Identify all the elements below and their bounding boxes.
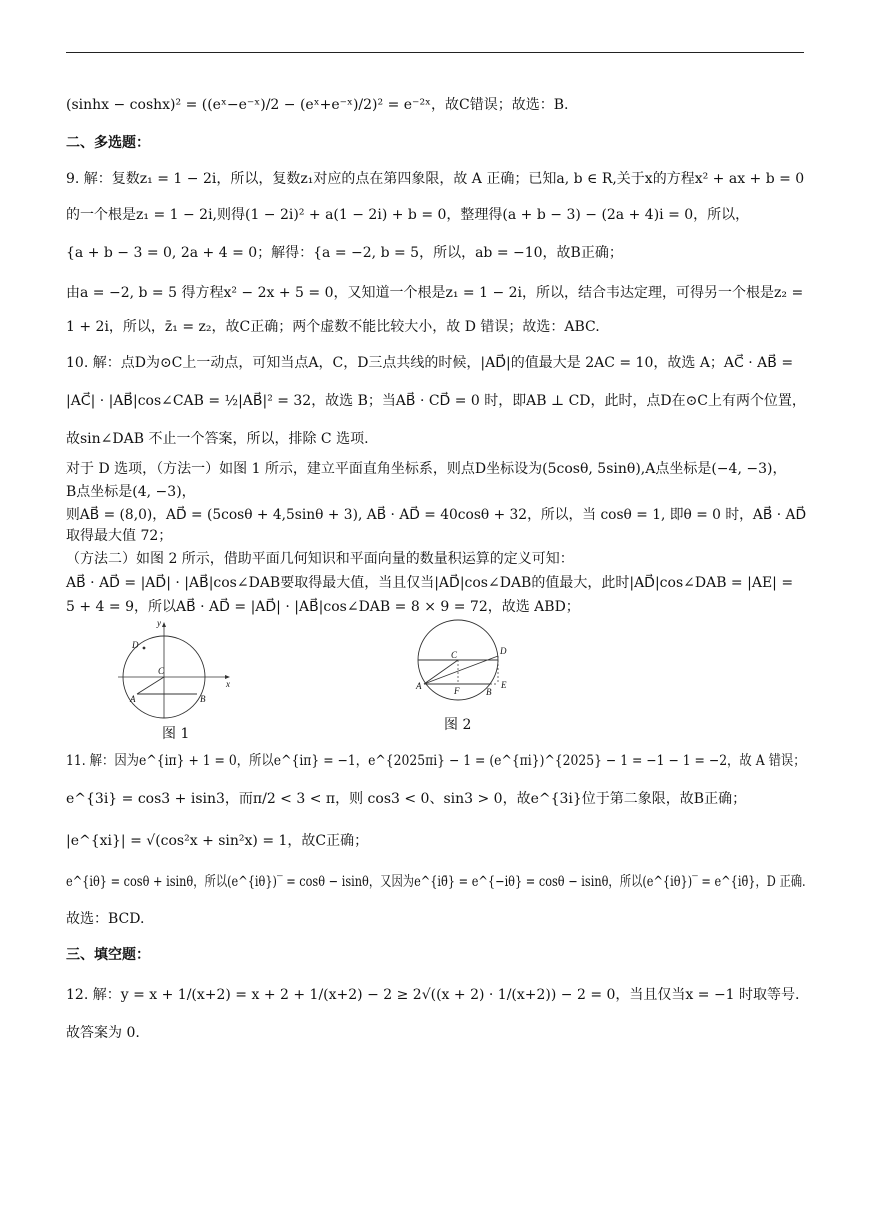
q11-line-4: e^{iθ} = cosθ + isinθ，所以(e^{iθ})‾ = cosθ − isinθ，又因为e^{iθ̄} = e^{−iθ} = cosθ − isinθ，所以(e^{iθ})‾ = e^{iθ̄}，D 正确. [66, 874, 806, 890]
q10-line-6: 则AB⃗ = (8,0)，AD⃗ = (5cosθ + 4,5sinθ + 3), AB⃗ · AD⃗ = 40cosθ + 32，所以，当 cosθ = 1, 即θ = 0 时，AB⃗ · AD⃗ [66, 507, 807, 523]
q10-line-7: 取得最大值 72； [66, 528, 173, 544]
q12-answer: 故答案为 0. [66, 1025, 140, 1041]
section-fill-in: 三、填空题： [66, 947, 150, 963]
fig2-label-d: D [500, 646, 507, 656]
q10-line-9: AB⃗ · AD⃗ = |AD⃗| · |AB⃗|cos∠DAB要取得最大值，当且仅当|AD⃗|cos∠DAB的值最大，此时|AD⃗|cos∠DAB = |AE| = [66, 575, 794, 591]
q9-line-2: 的一个根是z₁ = 1 − 2i,则得(1 − 2i)² + a(1 − 2i) + b = 0，整理得(a + b − 3) − (2a + 4)i = 0，所以， [66, 207, 750, 223]
fig1-point-d [143, 647, 146, 650]
q10-line-4: 对于 D 选项，（方法一）如图 1 所示，建立平面直角坐标系，则点D坐标设为(5cosθ, 5sinθ),A点坐标是(−4, −3)， [66, 461, 787, 477]
q11-answer: 故选：BCD. [66, 911, 145, 927]
line-sinh-cosh: (sinhx − coshx)² = ((eˣ−e⁻ˣ)/2 − (eˣ+e⁻ˣ)/2)² = e⁻²ˣ，故C错误；故选：B. [66, 97, 569, 113]
header-rule [66, 52, 804, 53]
q9-line-1: 9. 解：复数z₁ = 1 − 2i，所以，复数z₁对应的点在第四象限，故 A 正确；已知a, b ∈ R,关于x的方程x² + ax + b = 0 [66, 171, 805, 187]
q10-line-3: 故sin∠DAB 不止一个答案，所以，排除 C 选项. [66, 431, 369, 447]
fig1-label-d: D [132, 640, 139, 650]
fig1-label-a: A [130, 694, 136, 704]
q12-line-1: 12. 解：y = x + 1/(x+2) = x + 2 + 1/(x+2) − 2 ≥ 2√((x + 2) · 1/(x+2)) − 2 = 0，当且仅当x = −1 时取等号. [66, 987, 800, 1003]
fig1-y-arrow [162, 622, 166, 627]
fig1-label-b: B [200, 694, 206, 704]
fig1-label-x: x [226, 679, 230, 689]
fig2-label-f: F [454, 686, 460, 696]
q10-line-2: |AC⃗| · |AB⃗|cos∠CAB = ½|AB⃗|² = 32，故选 B；当AB⃗ · CD⃗ = 0 时，即AB ⊥ CD，此时，点D在⊙C上有两个位置， [66, 393, 806, 409]
figure-2 [412, 616, 524, 706]
q11-line-1: 11. 解：因为e^{iπ} + 1 = 0，所以e^{iπ} = −1，e^{2025πi} − 1 = (e^{πi})^{2025} − 1 = −1 − 1 = −2，故 A 错误； [66, 753, 806, 769]
figure-1-caption: 图 1 [162, 726, 190, 742]
q10-line-8: （方法二）如图 2 所示，借助平面几何知识和平面向量的数量积运算的定义可知： [66, 551, 574, 567]
fig2-label-a: A [416, 681, 422, 691]
fig2-segment-ac [424, 660, 458, 684]
fig2-label-c: C [451, 650, 458, 660]
q9-line-4: 由a = −2, b = 5 得方程x² − 2x + 5 = 0，又知道一个根是z₁ = 1 − 2i，所以，结合韦达定理，可得另一个根是z₂ = [66, 285, 804, 301]
figure-2-caption: 图 2 [444, 717, 472, 733]
fig2-label-e: E [501, 680, 507, 690]
fig2-label-b: B [486, 687, 492, 697]
section-multiple-choice: 二、多选题： [66, 135, 150, 151]
fig1-label-y: y [157, 618, 161, 628]
q10-line-10: 5 + 4 = 9，所以AB⃗ · AD⃗ = |AD⃗| · |AB⃗|cos∠DAB = 8 × 9 = 72，故选 ABD； [66, 599, 580, 615]
q11-line-2: e^{3i} = cos3 + isin3，而π/2 < 3 < π，则 cos3 < 0、sin3 > 0，故e^{3i}位于第二象限，故B正确； [66, 791, 747, 807]
fig1-label-c: C [158, 666, 165, 676]
figure-1 [112, 614, 236, 720]
q9-line-3: {a + b − 3 = 0, 2a + 4 = 0；解得：{a = −2, b = 5，所以，ab = −10，故B正确； [66, 245, 623, 261]
q9-line-5: 1 + 2i，所以，z̄₁ = z₂，故C正确；两个虚数不能比较大小，故 D 错误；故选：ABC. [66, 319, 600, 335]
q10-line-1: 10. 解：点D为⊙C上一动点，可知当点A，C，D三点共线的时候，|AD⃗|的值最大是 2AC = 10，故选 A；AC⃗ · AB⃗ = [66, 355, 794, 371]
q11-line-3: |e^{xi}| = √(cos²x + sin²x) = 1，故C正确； [66, 833, 369, 849]
q10-line-5: B点坐标是(4, −3)， [66, 484, 196, 500]
fig1-segment-ac [137, 677, 164, 694]
